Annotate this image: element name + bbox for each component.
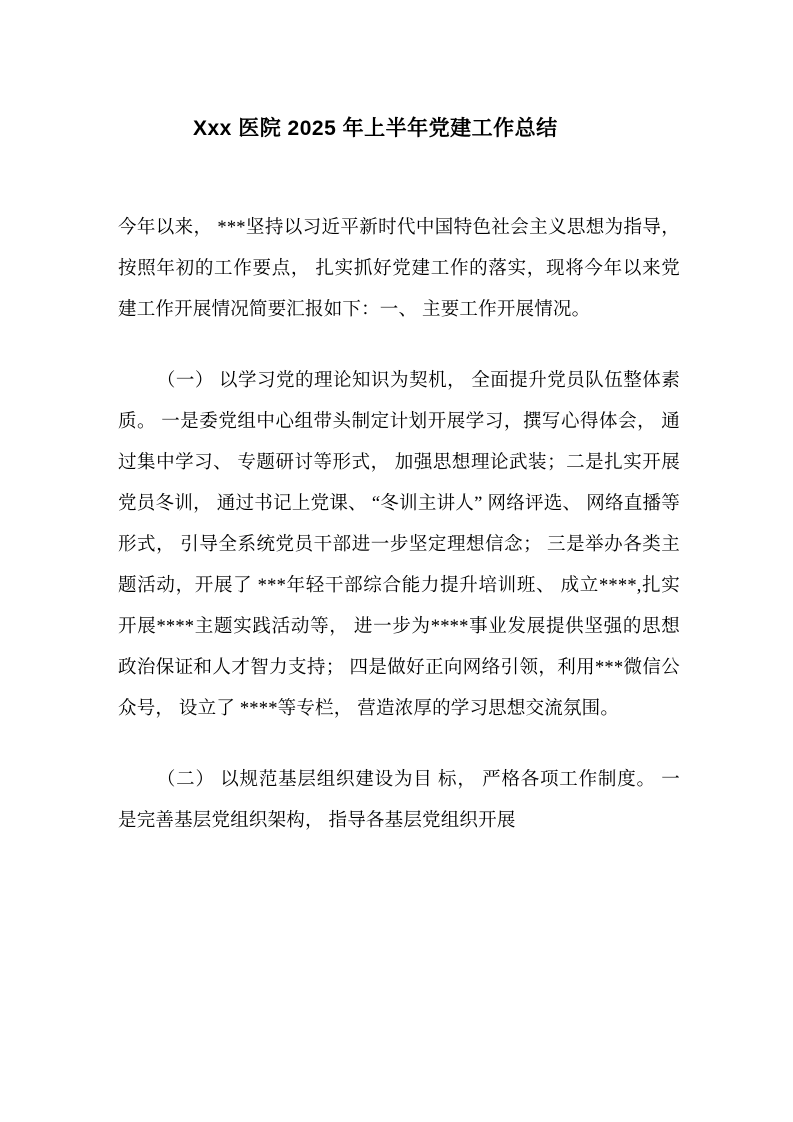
paragraph-intro: 今年以来， ***坚持以习近平新时代中国特色社会主义思想为指导， 按照年初的工作要点， 扎实抓好党建工作的落实，现将今年以来党建工作开展情况简要汇报如下：一、 主要工作开展情况。: [118, 217, 680, 320]
page-title: Xxx 医院 2025 年上半年党建工作总结: [193, 117, 558, 140]
paragraph-section-one: （一） 以学习党的理论知识为契机， 全面提升党员队伍整体素质。 一是委党组中心组带头制定计划开展学习，撰写心得体会， 通过集中学习、 专题研讨等形式， 加强思想理论武装；二是扎实开展党员冬训， 通过书记上党课、 “冬训主讲人” 网络评选、 网络直播等形式， 引导全系统党员干部进一步坚定理想信念； 三是举办各类主题活动，开展了 ***年轻干部综合能力提升培训班、 成立****,扎实开展****主题实践活动等， 进一步为****事业发展提供坚强的思想政治保证和人才智力支持； 四是做好正向网络引领，利用***微信公众号， 设立了 ****等专栏， 营造浓厚的学习思想交流氛围。: [118, 370, 680, 720]
paragraph-section-two: （二） 以规范基层组织建设为目 标， 严格各项工作制度。 一是完善基层党组织架构， 指导各基层党组织开展: [118, 770, 680, 832]
document-body: [118, 112, 680, 842]
paragraph-list: [118, 208, 680, 843]
